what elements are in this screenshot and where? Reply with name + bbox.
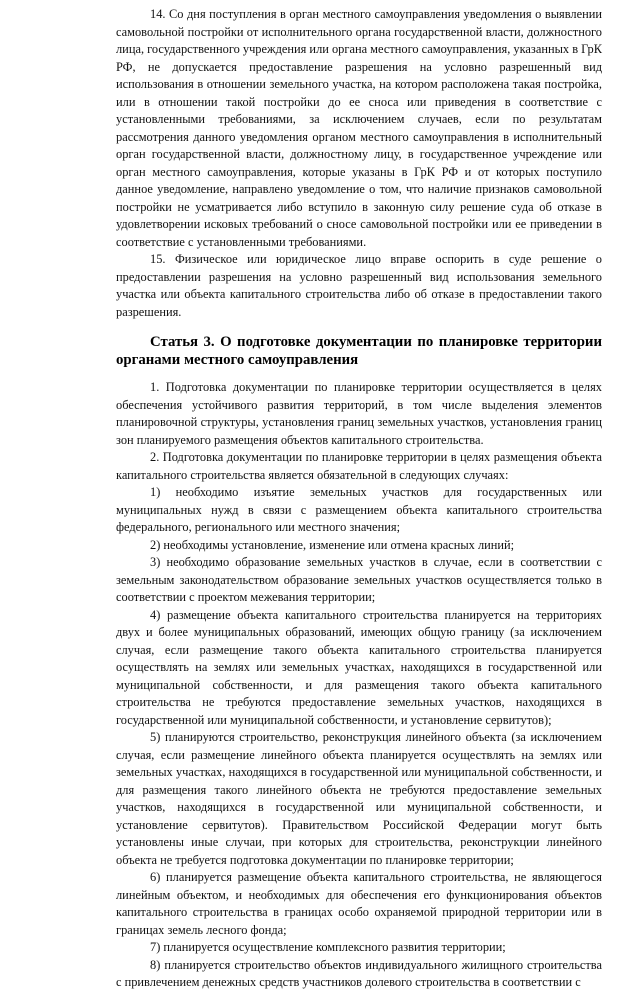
list-item-7: 7) планируется осуществление комплексного развития территории; — [150, 940, 506, 954]
list-item-6: 6) планируется размещение объекта капитального строительства, не являющегося линейным объектом, и необходимых для обеспечения его функционирования объектов капитального строительства в границах особо охраняемой природной территории или в границах земель лесного фонда; — [116, 870, 602, 937]
list-item-3: 3) необходимо образование земельных участков в случае, если в соответствии с земельным законодательством образование земельных участков осуществляется только в соответствии с проектом межевания территории; — [116, 555, 602, 604]
list-item-5: 5) планируются строительство, реконструкция линейного объекта (за исключением случая, если размещение линейного объекта планируется осуществлять на землях или земельных участках, находящихся в государственной или муниципальной собственности, и для размещения такого линейного объекта не требуются предоставление земельных участков, находящихся в государственной или муниципальной собственности, и установление сервитутов). Правительством Российской Федерации могут быть установлены иные случаи, при которых для строительства, реконструкции линейного объекта не требуется подготовка документации по планировке территории; — [116, 730, 602, 867]
document-page — [116, 6, 602, 992]
article-paragraph-2: 2. Подготовка документации по планировке территории в целях размещения объекта капитального строительства является обязательной в следующих случаях: — [116, 450, 602, 482]
list-item-2: 2) необходимы установление, изменение или отмена красных линий; — [150, 537, 515, 552]
list-item-8: 8) планируется строительство объектов индивидуального жилищного строительства с привлечением денежных средств участников долевого строительства в соответствии с — [116, 957, 602, 989]
list-item-1: 1) необходимо изъятие земельных участков для государственных или муниципальных нужд в связи с размещением объекта капитального строительства федерального, регионального или местного значения; — [116, 485, 602, 534]
paragraph-15: 15. Физическое или юридическое лицо вправе оспорить в суде решение о предоставлении разрешения на условно разрешенный вид использования земельного участка или объекта капитального строительства либо об отказе в предоставлении такого разрешения. — [116, 252, 602, 319]
paragraph-14: 14. Со дня поступления в орган местного самоуправления уведомления о выявлении самовольной постройки от исполнительного органа государственной власти, должностного лица, государственного учреждения или органа местного самоуправления, указанных в ГрК РФ, не допускается предоставление разрешения на условно разрешенный вид использования в отношении земельного участка, на котором расположена такая постройка, или в отношении такой постройки до ее сноса или приведения в соответствие с установленными требованиями, за исключением случаев, если по результатам рассмотрения данного уведомления органом местного самоуправления в исполнительный орган государственной власти, должностному лицу, в государственное учреждение или орган местного самоуправления, которые указаны в ГрК РФ и от которых поступило данное уведомление, направлено уведомление о том, что наличие признаков самовольной постройки не усматривается либо вступило в законную силу решение суда об отказе в удовлетворении исковых требований о сносе самовольной постройки или ее приведении в соответствие с установленными требованиями. — [116, 7, 602, 249]
article-3-heading: Статья 3. О подготовке документации по планировке территории органами местного самоуправления — [116, 334, 602, 368]
list-item-4: 4) размещение объекта капитального строительства планируется на территориях двух и более муниципальных образований, имеющих общую границу (за исключением случая, если размещение такого объекта капитального строительства планируется осуществлять на землях или земельных участках, находящихся в государственной или муниципальной собственности, и для размещения такого объекта капитального строительства не требуются предоставление земельных участков, находящихся в государственной или муниципальной собственности, и установление сервитутов); — [116, 607, 602, 727]
article-paragraph-1: 1. Подготовка документации по планировке территории осуществляется в целях обеспечения устойчивого развития территорий, в том числе выделения элементов планировочной структуры, установления границ земельных участков, установления границ зон планируемого размещения объектов капитального строительства. — [116, 380, 602, 447]
